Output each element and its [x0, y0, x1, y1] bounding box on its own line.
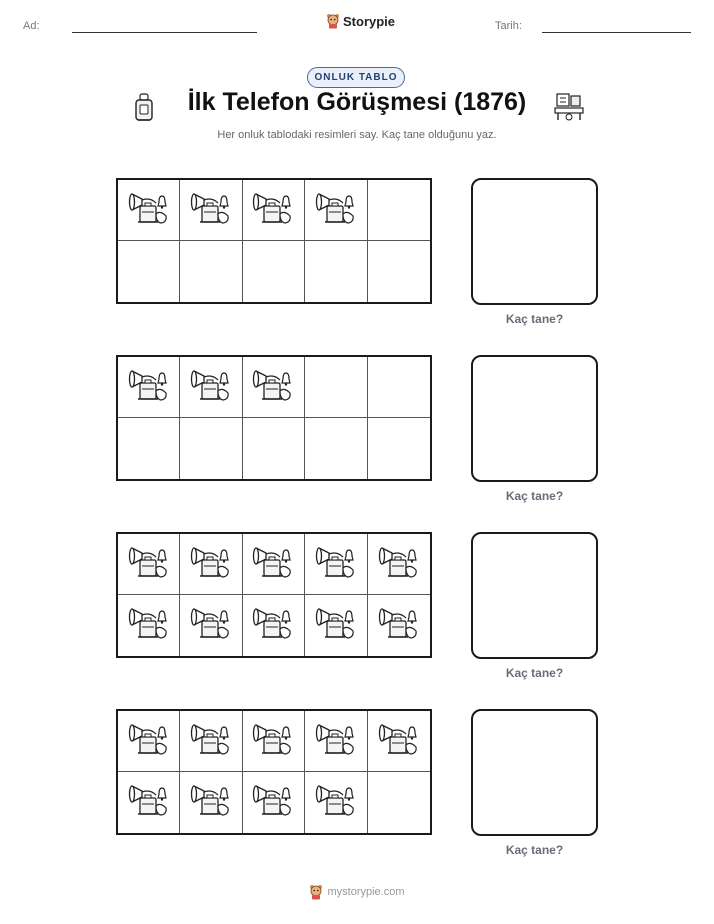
- ten-frame-cell: [368, 241, 430, 302]
- ten-frame-cell: [368, 595, 430, 656]
- ten-frame-cell: [368, 180, 430, 241]
- telephone-icon: [128, 542, 170, 587]
- storypie-mascot-icon: [326, 13, 340, 29]
- brand-logo: [326, 13, 395, 29]
- telephone-icon: [252, 365, 294, 410]
- date-label: Tarih:: [495, 20, 522, 32]
- count-question-1: Kaç tane?: [505, 312, 564, 326]
- ten-frame-cell: [368, 418, 430, 479]
- telephone-icon: [190, 780, 232, 825]
- ten-frame-cell: [368, 534, 430, 595]
- ten-frame-cell: [305, 772, 367, 833]
- date-line[interactable]: [542, 32, 691, 33]
- telephone-icon: [252, 188, 294, 233]
- worksheet-type-badge: ONLUK TABLO: [307, 67, 405, 88]
- telephone-icon: [190, 542, 232, 587]
- ten-frame-cell: [368, 772, 430, 833]
- telephone-icon: [315, 603, 357, 648]
- telephone-icon: [252, 719, 294, 764]
- storypie-mascot-icon: [309, 884, 323, 900]
- ten-frame-cell: [243, 595, 305, 656]
- telephone-icon: [128, 188, 170, 233]
- ten-frame-cell: [118, 357, 180, 418]
- ten-frame-cell: [118, 595, 180, 656]
- ten-frame-cell: [180, 357, 242, 418]
- brand-name: Storypie: [343, 13, 396, 29]
- ten-frame-cell: [180, 595, 242, 656]
- ten-frame-cell: [368, 711, 430, 772]
- telephone-icon: [128, 780, 170, 825]
- telephone-icon: [128, 719, 170, 764]
- ten-frame-cell: [118, 241, 180, 302]
- page-title: İlk Telefon Görüşmesi (1876): [187, 88, 527, 116]
- ten-frame-1: [116, 178, 432, 304]
- footer-site[interactable]: mystorypie.com: [327, 886, 405, 898]
- ten-frame-cell: [243, 357, 305, 418]
- answer-box-4[interactable]: [471, 709, 598, 836]
- ten-frame-2: [116, 355, 432, 481]
- ten-frame-cell: [180, 180, 242, 241]
- ten-frame-cell: [118, 711, 180, 772]
- telephone-icon: [252, 603, 294, 648]
- ten-frame-cell: [243, 241, 305, 302]
- telephone-icon: [378, 603, 420, 648]
- ten-frame-cell: [180, 772, 242, 833]
- telephone-icon: [128, 603, 170, 648]
- ten-frame-cell: [118, 180, 180, 241]
- ten-frame-cell: [243, 772, 305, 833]
- ten-frame-cell: [180, 534, 242, 595]
- instructions: Her onluk tablodaki resimleri say. Kaç tane olduğunu yaz.: [217, 129, 497, 141]
- ten-frame-cell: [180, 418, 242, 479]
- ten-frame-cell: [180, 241, 242, 302]
- telephone-icon: [252, 542, 294, 587]
- footer: [0, 884, 714, 900]
- ten-frame-cell: [118, 534, 180, 595]
- telephone-icon: [378, 719, 420, 764]
- ten-frame-cell: [368, 357, 430, 418]
- ten-frame-3: [116, 532, 432, 658]
- telephone-icon: [190, 188, 232, 233]
- ten-frame-cell: [305, 534, 367, 595]
- telephone-icon: [252, 780, 294, 825]
- answer-box-2[interactable]: [471, 355, 598, 482]
- telephone-icon: [128, 365, 170, 410]
- ten-frame-cell: [243, 418, 305, 479]
- ten-frame-4: [116, 709, 432, 835]
- ten-frame-cell: [305, 418, 367, 479]
- answer-box-3[interactable]: [471, 532, 598, 659]
- ten-frame-cell: [243, 180, 305, 241]
- ten-frame-cell: [118, 418, 180, 479]
- telephone-icon: [378, 542, 420, 587]
- ten-frame-cell: [305, 357, 367, 418]
- name-line[interactable]: [72, 32, 257, 33]
- telephone-icon: [190, 719, 232, 764]
- telephone-icon: [315, 188, 357, 233]
- ten-frame-cell: [243, 711, 305, 772]
- telephone-icon: [190, 603, 232, 648]
- telephone-icon: [315, 780, 357, 825]
- ten-frame-cell: [180, 711, 242, 772]
- ten-frame-cell: [305, 180, 367, 241]
- workbench-illustration-icon: [553, 92, 585, 122]
- count-question-3: Kaç tane?: [505, 666, 564, 680]
- ten-frame-cell: [243, 534, 305, 595]
- ten-frame-cell: [305, 241, 367, 302]
- ten-frame-cell: [118, 772, 180, 833]
- ten-frame-cell: [305, 711, 367, 772]
- ten-frame-cell: [305, 595, 367, 656]
- count-question-2: Kaç tane?: [505, 489, 564, 503]
- telephone-icon: [315, 542, 357, 587]
- telephone-icon: [190, 365, 232, 410]
- name-label: Ad:: [23, 20, 40, 32]
- telephone-icon: [315, 719, 357, 764]
- count-question-4: Kaç tane?: [505, 843, 564, 857]
- answer-box-1[interactable]: [471, 178, 598, 305]
